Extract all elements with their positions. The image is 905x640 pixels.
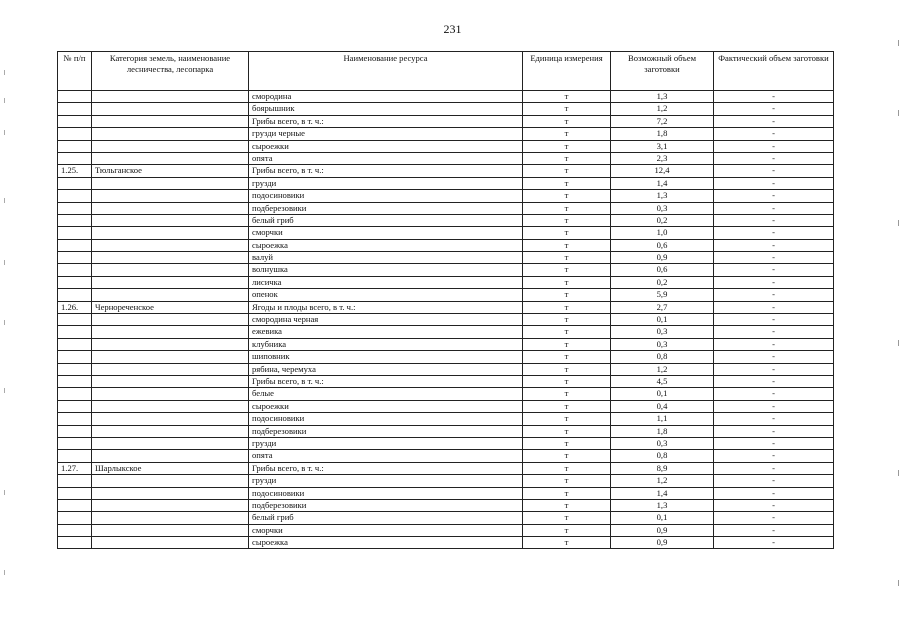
actual-volume-cell: - xyxy=(714,400,834,412)
unit-cell: т xyxy=(523,140,611,152)
actual-volume-cell: - xyxy=(714,338,834,350)
possible-volume-cell: 4,5 xyxy=(611,375,714,387)
possible-volume-cell: 0,8 xyxy=(611,351,714,363)
table-row xyxy=(58,202,834,214)
category-cell xyxy=(92,437,249,449)
resource-name-cell: сыроежки xyxy=(249,400,523,412)
row-number-cell xyxy=(58,276,92,288)
row-number-cell xyxy=(58,351,92,363)
resource-name-cell: сморчки xyxy=(249,524,523,536)
row-number-cell xyxy=(58,375,92,387)
actual-volume-cell: - xyxy=(714,276,834,288)
category-cell xyxy=(92,487,249,499)
row-number-cell xyxy=(58,314,92,326)
resource-name-cell: шиповник xyxy=(249,351,523,363)
possible-volume-cell: 5,9 xyxy=(611,289,714,301)
unit-cell: т xyxy=(523,363,611,375)
table-row xyxy=(58,152,834,164)
actual-volume-cell: - xyxy=(714,512,834,524)
resource-name-cell: подберезовики xyxy=(249,425,523,437)
actual-volume-cell: - xyxy=(714,177,834,189)
row-number-cell xyxy=(58,103,92,115)
table-row xyxy=(58,375,834,387)
row-number-cell: 1.26. xyxy=(58,301,92,313)
resource-name-cell: волнушка xyxy=(249,264,523,276)
unit-cell: т xyxy=(523,91,611,103)
category-cell xyxy=(92,400,249,412)
actual-volume-cell: - xyxy=(714,301,834,313)
row-number-cell xyxy=(58,264,92,276)
table-row xyxy=(58,91,834,103)
resource-name-cell: сыроежки xyxy=(249,140,523,152)
unit-cell: т xyxy=(523,276,611,288)
possible-volume-cell: 1,8 xyxy=(611,425,714,437)
actual-volume-cell: - xyxy=(714,314,834,326)
row-number-cell xyxy=(58,425,92,437)
actual-volume-cell: - xyxy=(714,524,834,536)
unit-cell: т xyxy=(523,115,611,127)
category-cell xyxy=(92,363,249,375)
possible-volume-cell: 0,1 xyxy=(611,512,714,524)
resource-name-cell: боярышник xyxy=(249,103,523,115)
category-cell xyxy=(92,115,249,127)
row-number-cell xyxy=(58,512,92,524)
row-number-cell xyxy=(58,202,92,214)
resource-name-cell: ежевика xyxy=(249,326,523,338)
category-cell: Шарлыкское xyxy=(92,462,249,474)
possible-volume-cell: 2,7 xyxy=(611,301,714,313)
resource-name-cell: подберезовики xyxy=(249,202,523,214)
resource-name-cell: сыроежка xyxy=(249,239,523,251)
unit-cell: т xyxy=(523,152,611,164)
row-number-cell xyxy=(58,91,92,103)
possible-volume-cell: 0,9 xyxy=(611,252,714,264)
resource-name-cell: грузди xyxy=(249,437,523,449)
actual-volume-cell: - xyxy=(714,239,834,251)
table-row xyxy=(58,128,834,140)
table-body xyxy=(58,91,834,549)
row-number-cell xyxy=(58,499,92,511)
resource-name-cell: рябина, черемуха xyxy=(249,363,523,375)
category-cell xyxy=(92,450,249,462)
unit-cell: т xyxy=(523,252,611,264)
resource-name-cell: подосиновики xyxy=(249,413,523,425)
possible-volume-cell: 3,1 xyxy=(611,140,714,152)
possible-volume-cell: 0,8 xyxy=(611,450,714,462)
unit-cell: т xyxy=(523,351,611,363)
possible-volume-cell: 0,9 xyxy=(611,524,714,536)
actual-volume-cell: - xyxy=(714,115,834,127)
row-number-cell xyxy=(58,487,92,499)
resource-name-cell: Ягоды и плоды всего, в т. ч.: xyxy=(249,301,523,313)
unit-cell: т xyxy=(523,462,611,474)
header-category: Категория земель, наименование лесничества, лесопарка xyxy=(92,52,249,91)
right-margin-scan-marks xyxy=(898,40,902,600)
category-cell xyxy=(92,103,249,115)
unit-cell: т xyxy=(523,388,611,400)
unit-cell: т xyxy=(523,524,611,536)
table-row xyxy=(58,177,834,189)
actual-volume-cell: - xyxy=(714,475,834,487)
category-cell xyxy=(92,524,249,536)
category-cell xyxy=(92,276,249,288)
category-cell xyxy=(92,202,249,214)
table-row xyxy=(58,413,834,425)
table-row xyxy=(58,487,834,499)
category-cell xyxy=(92,227,249,239)
category-cell xyxy=(92,413,249,425)
possible-volume-cell: 12,4 xyxy=(611,165,714,177)
row-number-cell xyxy=(58,338,92,350)
possible-volume-cell: 1,0 xyxy=(611,227,714,239)
table-row xyxy=(58,475,834,487)
table-row xyxy=(58,499,834,511)
resource-name-cell: опята xyxy=(249,450,523,462)
resource-name-cell: белый гриб xyxy=(249,214,523,226)
resource-name-cell: Грибы всего, в т. ч.: xyxy=(249,165,523,177)
resource-name-cell: смородина черная xyxy=(249,314,523,326)
possible-volume-cell: 0,6 xyxy=(611,264,714,276)
row-number-cell xyxy=(58,128,92,140)
unit-cell: т xyxy=(523,338,611,350)
actual-volume-cell: - xyxy=(714,202,834,214)
resource-name-cell: смородина xyxy=(249,91,523,103)
table-row xyxy=(58,115,834,127)
possible-volume-cell: 0,2 xyxy=(611,276,714,288)
header-resource: Наименование ресурса xyxy=(249,52,523,91)
table-row xyxy=(58,314,834,326)
possible-volume-cell: 2,3 xyxy=(611,152,714,164)
category-cell xyxy=(92,512,249,524)
category-cell: Тюльганское xyxy=(92,165,249,177)
table-header-row xyxy=(58,52,834,91)
possible-volume-cell: 0,1 xyxy=(611,314,714,326)
resource-name-cell: подосиновики xyxy=(249,487,523,499)
category-cell xyxy=(92,177,249,189)
actual-volume-cell: - xyxy=(714,413,834,425)
possible-volume-cell: 1,4 xyxy=(611,177,714,189)
row-number-cell xyxy=(58,363,92,375)
possible-volume-cell: 1,3 xyxy=(611,91,714,103)
possible-volume-cell: 0,1 xyxy=(611,388,714,400)
category-cell xyxy=(92,326,249,338)
resource-name-cell: Грибы всего, в т. ч.: xyxy=(249,375,523,387)
possible-volume-cell: 1,3 xyxy=(611,499,714,511)
possible-volume-cell: 0,3 xyxy=(611,326,714,338)
header-unit: Единица измерения xyxy=(523,52,611,91)
actual-volume-cell: - xyxy=(714,227,834,239)
actual-volume-cell: - xyxy=(714,91,834,103)
unit-cell: т xyxy=(523,202,611,214)
row-number-cell xyxy=(58,152,92,164)
table-row xyxy=(58,276,834,288)
resource-name-cell: сыроежка xyxy=(249,537,523,549)
table-row xyxy=(58,512,834,524)
resource-name-cell: грузди xyxy=(249,177,523,189)
unit-cell: т xyxy=(523,103,611,115)
actual-volume-cell: - xyxy=(714,326,834,338)
category-cell xyxy=(92,190,249,202)
table-row xyxy=(58,103,834,115)
possible-volume-cell: 0,2 xyxy=(611,214,714,226)
actual-volume-cell: - xyxy=(714,289,834,301)
category-cell xyxy=(92,152,249,164)
unit-cell: т xyxy=(523,499,611,511)
table-row xyxy=(58,400,834,412)
row-number-cell xyxy=(58,289,92,301)
row-number-cell xyxy=(58,177,92,189)
actual-volume-cell: - xyxy=(714,537,834,549)
table-row xyxy=(58,264,834,276)
unit-cell: т xyxy=(523,128,611,140)
row-number-cell xyxy=(58,524,92,536)
unit-cell: т xyxy=(523,165,611,177)
possible-volume-cell: 0,6 xyxy=(611,239,714,251)
table-row xyxy=(58,301,834,313)
table-row xyxy=(58,338,834,350)
unit-cell: т xyxy=(523,314,611,326)
resources-table xyxy=(57,51,834,549)
row-number-cell xyxy=(58,326,92,338)
row-number-cell xyxy=(58,115,92,127)
table-row xyxy=(58,326,834,338)
category-cell xyxy=(92,239,249,251)
unit-cell: т xyxy=(523,289,611,301)
actual-volume-cell: - xyxy=(714,165,834,177)
row-number-cell xyxy=(58,400,92,412)
resource-name-cell: лисичка xyxy=(249,276,523,288)
unit-cell: т xyxy=(523,413,611,425)
row-number-cell xyxy=(58,252,92,264)
unit-cell: т xyxy=(523,537,611,549)
possible-volume-cell: 0,3 xyxy=(611,437,714,449)
unit-cell: т xyxy=(523,301,611,313)
resource-name-cell: Грибы всего, в т. ч.: xyxy=(249,115,523,127)
actual-volume-cell: - xyxy=(714,487,834,499)
category-cell xyxy=(92,314,249,326)
unit-cell: т xyxy=(523,190,611,202)
header-actual-volume: Фактический объем заготовки xyxy=(714,52,834,91)
row-number-cell: 1.25. xyxy=(58,165,92,177)
unit-cell: т xyxy=(523,177,611,189)
category-cell xyxy=(92,264,249,276)
table-row xyxy=(58,537,834,549)
resource-name-cell: белый гриб xyxy=(249,512,523,524)
unit-cell: т xyxy=(523,239,611,251)
possible-volume-cell: 1,4 xyxy=(611,487,714,499)
row-number-cell xyxy=(58,388,92,400)
table-row xyxy=(58,140,834,152)
actual-volume-cell: - xyxy=(714,388,834,400)
unit-cell: т xyxy=(523,425,611,437)
possible-volume-cell: 1,1 xyxy=(611,413,714,425)
row-number-cell xyxy=(58,413,92,425)
resource-name-cell: грузди черные xyxy=(249,128,523,140)
resource-name-cell: подберезовики xyxy=(249,499,523,511)
table-row xyxy=(58,450,834,462)
possible-volume-cell: 1,2 xyxy=(611,475,714,487)
category-cell xyxy=(92,289,249,301)
unit-cell: т xyxy=(523,264,611,276)
row-number-cell xyxy=(58,475,92,487)
table-row xyxy=(58,462,834,474)
actual-volume-cell: - xyxy=(714,450,834,462)
category-cell xyxy=(92,91,249,103)
actual-volume-cell: - xyxy=(714,437,834,449)
header-possible-volume: Возможный объем заготовки xyxy=(611,52,714,91)
possible-volume-cell: 1,3 xyxy=(611,190,714,202)
category-cell xyxy=(92,375,249,387)
row-number-cell xyxy=(58,227,92,239)
resource-name-cell: опята xyxy=(249,152,523,164)
table-row xyxy=(58,227,834,239)
actual-volume-cell: - xyxy=(714,264,834,276)
category-cell xyxy=(92,351,249,363)
actual-volume-cell: - xyxy=(714,425,834,437)
table-row xyxy=(58,425,834,437)
category-cell xyxy=(92,475,249,487)
resource-name-cell: Грибы всего, в т. ч.: xyxy=(249,462,523,474)
possible-volume-cell: 8,9 xyxy=(611,462,714,474)
table-row xyxy=(58,289,834,301)
resource-name-cell: белые xyxy=(249,388,523,400)
unit-cell: т xyxy=(523,227,611,239)
row-number-cell xyxy=(58,450,92,462)
possible-volume-cell: 0,3 xyxy=(611,338,714,350)
row-number-cell xyxy=(58,140,92,152)
actual-volume-cell: - xyxy=(714,462,834,474)
actual-volume-cell: - xyxy=(714,252,834,264)
page-number: 231 xyxy=(443,22,462,36)
row-number-cell: 1.27. xyxy=(58,462,92,474)
actual-volume-cell: - xyxy=(714,499,834,511)
actual-volume-cell: - xyxy=(714,152,834,164)
category-cell xyxy=(92,499,249,511)
unit-cell: т xyxy=(523,475,611,487)
possible-volume-cell: 7,2 xyxy=(611,115,714,127)
possible-volume-cell: 0,4 xyxy=(611,400,714,412)
resource-name-cell: клубника xyxy=(249,338,523,350)
possible-volume-cell: 1,2 xyxy=(611,103,714,115)
unit-cell: т xyxy=(523,512,611,524)
table-row xyxy=(58,214,834,226)
resource-name-cell: подосиновики xyxy=(249,190,523,202)
row-number-cell xyxy=(58,437,92,449)
resource-name-cell: валуй xyxy=(249,252,523,264)
actual-volume-cell: - xyxy=(714,103,834,115)
category-cell xyxy=(92,425,249,437)
category-cell xyxy=(92,252,249,264)
possible-volume-cell: 1,8 xyxy=(611,128,714,140)
possible-volume-cell: 1,2 xyxy=(611,363,714,375)
resource-name-cell: сморчки xyxy=(249,227,523,239)
unit-cell: т xyxy=(523,400,611,412)
actual-volume-cell: - xyxy=(714,190,834,202)
category-cell xyxy=(92,140,249,152)
possible-volume-cell: 0,3 xyxy=(611,202,714,214)
actual-volume-cell: - xyxy=(714,351,834,363)
unit-cell: т xyxy=(523,437,611,449)
resource-name-cell: грузди xyxy=(249,475,523,487)
row-number-cell xyxy=(58,190,92,202)
table-row xyxy=(58,524,834,536)
category-cell: Чернореченское xyxy=(92,301,249,313)
table-row xyxy=(58,252,834,264)
actual-volume-cell: - xyxy=(714,375,834,387)
table-row xyxy=(58,388,834,400)
unit-cell: т xyxy=(523,450,611,462)
unit-cell: т xyxy=(523,487,611,499)
table-row xyxy=(58,351,834,363)
left-margin-scan-marks xyxy=(4,70,8,590)
unit-cell: т xyxy=(523,326,611,338)
category-cell xyxy=(92,128,249,140)
table-row xyxy=(58,190,834,202)
category-cell xyxy=(92,338,249,350)
actual-volume-cell: - xyxy=(714,128,834,140)
resource-name-cell: опенок xyxy=(249,289,523,301)
row-number-cell xyxy=(58,214,92,226)
category-cell xyxy=(92,537,249,549)
table-row xyxy=(58,363,834,375)
actual-volume-cell: - xyxy=(714,363,834,375)
table-row xyxy=(58,437,834,449)
unit-cell: т xyxy=(523,375,611,387)
table-row xyxy=(58,239,834,251)
category-cell xyxy=(92,388,249,400)
table-row xyxy=(58,165,834,177)
possible-volume-cell: 0,9 xyxy=(611,537,714,549)
actual-volume-cell: - xyxy=(714,140,834,152)
header-number: № п/п xyxy=(58,52,92,91)
row-number-cell xyxy=(58,537,92,549)
unit-cell: т xyxy=(523,214,611,226)
row-number-cell xyxy=(58,239,92,251)
category-cell xyxy=(92,214,249,226)
actual-volume-cell: - xyxy=(714,214,834,226)
